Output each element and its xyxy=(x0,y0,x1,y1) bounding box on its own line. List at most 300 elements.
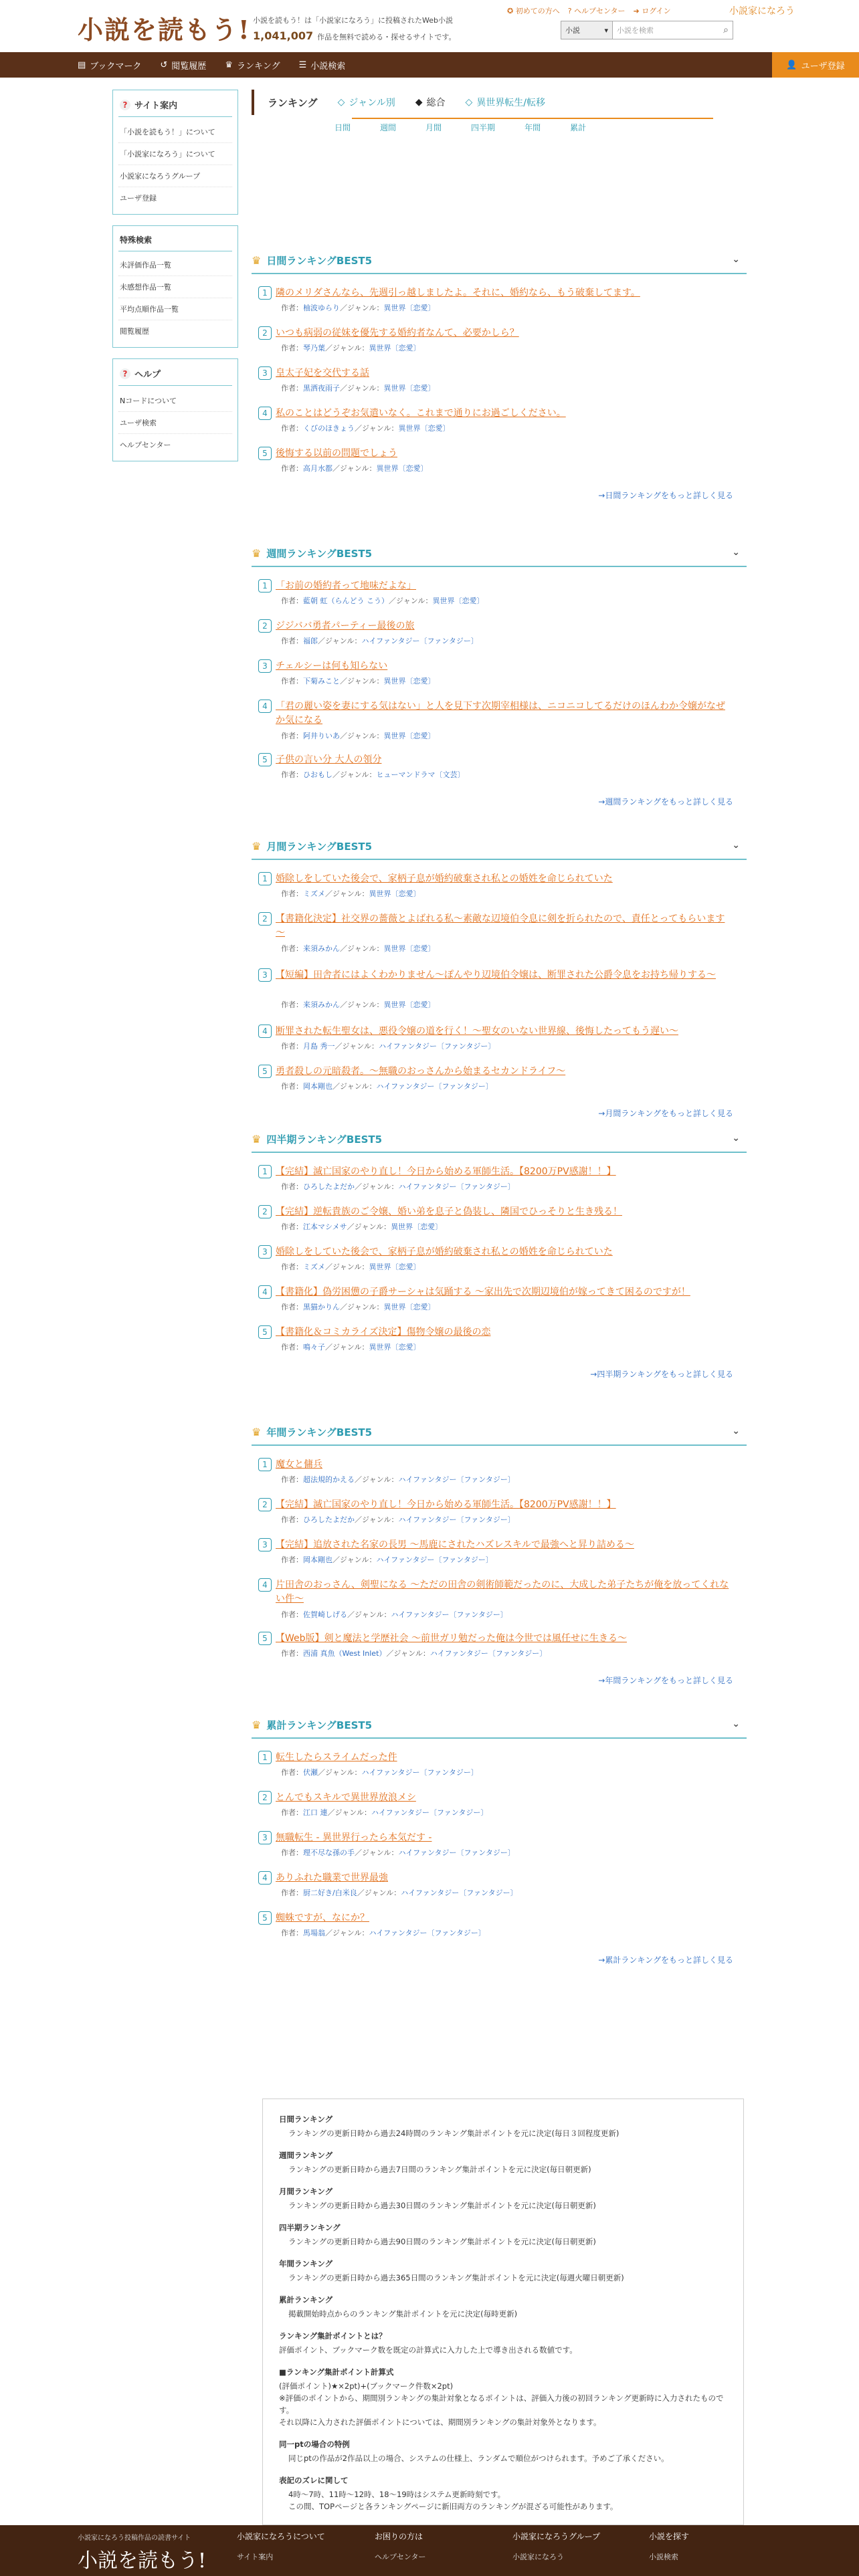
nav-search-label: 小説検索 xyxy=(310,61,346,72)
work-count: 1,041,007 xyxy=(253,29,314,42)
author-link[interactable]: 佐賀崎しげる xyxy=(303,1610,347,1619)
crown-icon: ♛ xyxy=(252,839,262,853)
author-label: 作者： xyxy=(281,1343,303,1352)
genre-link[interactable]: ハイファンタジー〔ファンタジー〕 xyxy=(398,1848,515,1857)
genre-label: ／ジャンル： xyxy=(340,944,384,953)
footer-logo[interactable]: 小説を読もう! xyxy=(78,2549,207,2573)
author-label: 作者： xyxy=(281,1042,303,1051)
tab-overall[interactable] xyxy=(415,96,446,109)
note-body: ランキングの更新日時から過去365日間のランキング集計ポイントを元に決定(毎週火曜日朝更新) xyxy=(288,2273,624,2282)
author-link[interactable]: 江口 連 xyxy=(303,1808,328,1817)
genre-label: ／ジャンル： xyxy=(340,304,384,312)
genre-link[interactable]: ハイファンタジー〔ファンタジー〕 xyxy=(430,1649,547,1658)
note-body: ランキングの更新日時から過去30日間のランキング集計ポイントを元に決定(毎日朝更新) xyxy=(288,2201,596,2210)
author-link[interactable]: 馬場翁 xyxy=(303,1929,325,1937)
genre-link[interactable]: ハイファンタジー〔ファンタジー〕 xyxy=(376,1082,493,1091)
work-title-link[interactable]: 【完結】追放された名家の長男 ～馬鹿にされたハズレスキルで最強へと昇り詰める～ xyxy=(276,1539,634,1550)
author-link[interactable]: ひろしたよだか xyxy=(303,1182,355,1191)
genre-link[interactable]: ハイファンタジー〔ファンタジー〕 xyxy=(371,1808,488,1817)
login-icon: ➜ xyxy=(633,7,640,15)
section-title: 週間ランキングBEST5 xyxy=(266,547,373,560)
author-link[interactable]: 厨二好き/白米良 xyxy=(303,1889,357,1897)
author-label: 作者： xyxy=(281,1768,303,1777)
genre-link[interactable]: 異世界〔恋愛〕 xyxy=(369,344,421,352)
more-ranking-link[interactable]: →週間ランキングをもっと詳しく見る xyxy=(598,797,733,807)
ranking-section xyxy=(252,1712,747,1965)
work-meta xyxy=(281,769,465,780)
rank-number: 4 xyxy=(258,1871,272,1885)
more-ranking-link[interactable]: →月間ランキングをもっと詳しく見る xyxy=(598,1109,733,1118)
author-link[interactable]: 福郎 xyxy=(303,637,318,645)
genre-link[interactable]: 異世界〔恋愛〕 xyxy=(432,597,484,605)
genre-label: ／ジャンル： xyxy=(355,1182,399,1191)
chevron-down-icon[interactable]: ⌄ xyxy=(732,1426,740,1436)
work-meta xyxy=(281,1301,436,1312)
nav-search[interactable] xyxy=(299,59,346,72)
genre-link[interactable]: ハイファンタジー〔ファンタジー〕 xyxy=(398,1515,515,1524)
rank-number: 4 xyxy=(258,700,272,713)
chevron-down-icon[interactable]: ⌄ xyxy=(732,840,740,851)
author-link[interactable]: 岡本剛也 xyxy=(303,1082,332,1091)
work-count-suffix: 作品を無料で読める・探せるサイトです。 xyxy=(317,33,456,41)
rank-number: 3 xyxy=(258,1538,272,1551)
notes-list xyxy=(279,2114,727,2320)
note-gap-line2: この間、TOPページと各ランキングページに新旧両方のランキングが混ざる可能性があります。 xyxy=(288,2502,618,2511)
rank-number: 4 xyxy=(258,1285,272,1299)
ranking-section xyxy=(252,540,747,807)
chevron-down-icon: ▾ xyxy=(604,25,608,35)
list-icon: ☰ xyxy=(298,60,307,70)
author-link[interactable]: 来須みかん xyxy=(303,944,340,953)
footer-link-guide[interactable]: サイト案内 xyxy=(237,2553,274,2561)
sidebar-item-noreview[interactable]: 未感想作品一覧 xyxy=(118,276,232,298)
author-link[interactable]: ミズメ xyxy=(303,1263,325,1271)
note-formula-line2: ※評価のポイントから、期間別ランキングの集計対象となるポイントは、評価入力後の初回ランキング更新時に入力されたものです。 xyxy=(279,2393,724,2415)
work-meta xyxy=(281,675,436,686)
genre-link[interactable]: ハイファンタジー〔ファンタジー〕 xyxy=(369,1929,486,1937)
login-label: ログイン xyxy=(642,7,671,15)
top-links xyxy=(507,5,671,16)
nav-bookmark-label: ブックマーク xyxy=(90,61,142,72)
diamond-icon: ◆ xyxy=(415,97,423,108)
rank-number: 3 xyxy=(258,1831,272,1844)
author-link[interactable]: 黒洒夜雨子 xyxy=(303,384,340,393)
genre-link[interactable]: 異世界〔恋愛〕 xyxy=(376,464,428,473)
section-header[interactable] xyxy=(252,833,747,860)
author-link[interactable]: ひおもし xyxy=(303,770,332,779)
work-meta xyxy=(281,730,436,741)
tab-isekai[interactable] xyxy=(466,96,546,109)
genre-link[interactable]: 異世界〔恋愛〕 xyxy=(383,732,436,740)
work-meta xyxy=(281,463,428,473)
author-label: 作者： xyxy=(281,1848,303,1857)
footer-col-group-head: 小説家になろうグループ xyxy=(512,2532,601,2541)
genre-link[interactable]: ハイファンタジー〔ファンタジー〕 xyxy=(398,1182,515,1191)
section-title: 日間ランキングBEST5 xyxy=(266,254,373,267)
login-link[interactable] xyxy=(634,5,671,16)
author-label: 作者： xyxy=(281,304,303,312)
genre-link[interactable]: 異世界〔恋愛〕 xyxy=(383,304,436,312)
footer-link-help[interactable]: ヘルプセンター xyxy=(375,2553,426,2561)
sidebar-item-help-center[interactable]: ヘルプセンター xyxy=(120,441,171,449)
genre-label: ／ジャンル： xyxy=(332,464,377,473)
site-guide-title: サイト案内 xyxy=(134,101,178,111)
genre-label: ／ジャンル： xyxy=(325,1263,369,1271)
author-link[interactable]: 西浦 真魚（West Inlet） xyxy=(303,1649,387,1658)
work-title-link[interactable]: 【書籍化決定】社交界の薔薇とよばれる私～素敵な辺境伯令息に剣を折られたので、責任とってもらいます～ xyxy=(276,914,725,938)
work-meta xyxy=(281,999,436,1010)
work-meta xyxy=(281,423,450,433)
sidebar-item-user-search[interactable]: ユーザ検索 xyxy=(118,412,232,434)
author-label: 作者： xyxy=(281,1889,303,1897)
work-meta xyxy=(281,943,436,954)
genre-label: ／ジャンル： xyxy=(355,424,399,433)
genre-link[interactable]: ハイファンタジー〔ファンタジー〕 xyxy=(376,1555,493,1564)
work-title-link[interactable]: ジジババ勇者パーティー最後の旅 xyxy=(276,621,415,631)
genre-link[interactable]: 異世界〔恋愛〕 xyxy=(369,1263,421,1271)
footer-col-about xyxy=(237,2531,325,2562)
section-header[interactable] xyxy=(252,247,747,274)
author-label: 作者： xyxy=(281,770,303,779)
genre-link[interactable]: ハイファンタジー〔ファンタジー〕 xyxy=(391,1610,508,1619)
chevron-down-icon[interactable]: ⌄ xyxy=(732,1133,740,1144)
author-label: 作者： xyxy=(281,1222,303,1231)
work-title-link[interactable]: 【完結】逆転貴族のご令嬢、婚い弟を息子と偽装し、隣国でひっそりと生き残る！ xyxy=(276,1206,622,1217)
genre-label: ／ジャンル： xyxy=(335,1042,379,1051)
author-link[interactable]: 月島 秀一 xyxy=(303,1042,335,1051)
help-box xyxy=(112,358,238,461)
chevron-down-icon[interactable]: ⌄ xyxy=(732,1719,740,1729)
rank-number: 5 xyxy=(258,753,272,766)
author-link[interactable]: 来須みかん xyxy=(303,1000,340,1009)
chevron-down-icon[interactable]: ⌄ xyxy=(732,547,740,558)
work-meta xyxy=(281,635,478,646)
work-title-link[interactable]: 隣のメリダさんなら、先週引っ越しましたよ。それに、婚約なら、もう破棄してます。 xyxy=(276,288,640,298)
genre-link[interactable]: ハイファンタジー〔ファンタジー〕 xyxy=(361,1768,478,1777)
sidebar-item-unrated[interactable]: 未評価作品一覧 xyxy=(118,254,232,276)
footer-link-narou[interactable]: 小説家になろう xyxy=(512,2553,564,2561)
genre-link[interactable]: 異世界〔恋愛〕 xyxy=(383,677,436,685)
sidebar-item-about-yomou[interactable]: 「小説を読もう！」について xyxy=(118,121,232,143)
work-title-link[interactable]: いつも病弱の従妹を優先する婚約者なんて、必要かしら？ xyxy=(276,328,519,338)
author-label: 作者： xyxy=(281,944,303,953)
crown-icon: ♛ xyxy=(252,1132,262,1146)
help-icon: ? xyxy=(567,7,572,15)
more-ranking-link[interactable]: →日間ランキングをもっと詳しく見る xyxy=(598,491,733,500)
work-title-link[interactable]: 勇者殺しの元暗殺者。～無職のおっさんから始まるセカンドライフ～ xyxy=(276,1066,566,1077)
work-title-link[interactable]: 【短編】田舎者にはよくわかりません～ぽんやり辺境伯令嬢は、断罪された公爵令息をお持ち帰りする～ xyxy=(276,970,716,980)
nav-bookmark[interactable] xyxy=(78,59,141,72)
genre-link[interactable]: 異世界〔恋愛〕 xyxy=(383,1000,436,1009)
footer-col-help xyxy=(375,2531,425,2562)
genre-link[interactable]: 異世界〔恋愛〕 xyxy=(391,1222,443,1231)
rank-number: 2 xyxy=(258,912,272,926)
sidebar-item-average[interactable]: 平均点順作品一覧 xyxy=(118,298,232,320)
author-link[interactable]: 柚波ゆらり xyxy=(303,304,340,312)
author-label: 作者： xyxy=(281,1555,303,1564)
footer-col-about-head: 小説家になろうについて xyxy=(237,2532,325,2541)
work-title-link[interactable]: 【書籍化】偽労困憊の子爵サーシャは気踊する ～家出先で次期辺境伯が嫁ってきて困るのですが！ xyxy=(276,1287,690,1297)
work-meta xyxy=(281,1341,421,1352)
work-title-link[interactable]: 蜘蛛ですが、なにか？ xyxy=(276,1913,369,1923)
crown-icon: ♛ xyxy=(252,253,262,267)
help-center-link[interactable] xyxy=(568,5,626,16)
rank-number: 5 xyxy=(258,1325,272,1339)
genre-link[interactable]: ハイファンタジー〔ファンタジー〕 xyxy=(379,1042,496,1051)
genre-label: ／ジャンル： xyxy=(332,1082,377,1091)
author-link[interactable]: 江本マシメサ xyxy=(303,1222,347,1231)
note-gap-head: 表記のズレに関して xyxy=(279,2476,349,2485)
note-tie-body: 同じptの作品が2作品以上の場合、システムの仕様上、ランダムで順位がつけられます。予めご了承ください。 xyxy=(288,2454,669,2463)
work-title-link[interactable]: チェルシーは何も知らない xyxy=(276,661,388,671)
search-type-select[interactable] xyxy=(561,21,613,39)
sidebar-item-history[interactable]: 閲覧履歴 xyxy=(120,327,149,336)
more-ranking-link[interactable]: →年間ランキングをもっと詳しく見る xyxy=(598,1676,733,1685)
author-link[interactable]: くびのほきょう xyxy=(303,424,355,433)
work-title-link[interactable]: 魔女と傭兵 xyxy=(276,1459,322,1470)
author-link[interactable]: 伏瀬 xyxy=(303,1768,318,1777)
rank-number: 2 xyxy=(258,1205,272,1218)
special-search-box xyxy=(112,225,238,348)
nav-history[interactable] xyxy=(160,59,206,72)
rank-number: 4 xyxy=(258,1025,272,1038)
tab-weekly[interactable]: 週間 xyxy=(380,123,397,132)
more-ranking-link[interactable]: →四半期ランキングをもっと詳しく見る xyxy=(590,1370,733,1379)
author-label: 作者： xyxy=(281,1182,303,1191)
genre-label: ／ジャンル： xyxy=(340,384,384,393)
author-label: 作者： xyxy=(281,732,303,740)
tab-underline xyxy=(352,118,713,119)
tab-daily[interactable]: 日間 xyxy=(335,123,351,132)
site-logo[interactable]: 小説を読もう! xyxy=(78,15,251,45)
sidebar-item-register[interactable]: ユーザ登録 xyxy=(120,194,157,203)
more-ranking-link[interactable]: →累計ランキングをもっと詳しく見る xyxy=(598,1955,733,1965)
work-title-link[interactable]: 【完結】滅亡国家のやり直し！今日から始める軍師生活。【8200万PV感謝！！】 xyxy=(276,1166,616,1177)
note-heading: 年間ランキング xyxy=(279,2259,333,2268)
author-label: 作者： xyxy=(281,1929,303,1937)
sidebar-item-ncode[interactable]: Nコードについて xyxy=(118,390,232,412)
genre-label: ／ジャンル： xyxy=(347,1610,391,1619)
help-head xyxy=(118,364,232,386)
genre-link[interactable]: ハイファンタジー〔ファンタジー〕 xyxy=(398,1475,515,1484)
chevron-down-icon[interactable]: ⌄ xyxy=(732,254,740,265)
footer-col-search-head: 小説を探す xyxy=(649,2532,690,2541)
rank-number: 1 xyxy=(258,1458,272,1471)
rank-number: 1 xyxy=(258,579,272,593)
site-guide-box xyxy=(112,90,238,215)
work-title-link[interactable]: 皇太子妃を交代する話 xyxy=(276,368,369,379)
genre-link[interactable]: 異世界〔恋愛〕 xyxy=(369,1343,421,1352)
tab-isekai-label: 異世界転生/転移 xyxy=(476,98,545,108)
genre-label: ／ジャンル： xyxy=(389,597,433,605)
note-formula-body xyxy=(279,2380,727,2428)
tab-quarterly[interactable]: 四半期 xyxy=(471,123,496,132)
genre-label: ／ジャンル： xyxy=(355,1848,399,1857)
author-link[interactable]: 黒猫かりん xyxy=(303,1303,340,1311)
crown-icon: ♛ xyxy=(225,60,233,70)
work-title-link[interactable]: 片田舎のおっさん、剣聖になる ～ただの田舎の剣術師範だったのに、大成した弟子たちが俺を放ってくれない件～ xyxy=(276,1580,729,1604)
work-meta xyxy=(281,1181,515,1192)
user-register-button[interactable] xyxy=(772,52,859,78)
rank-number: 2 xyxy=(258,1498,272,1511)
tab-overall-label: 総合 xyxy=(426,98,446,108)
genre-label: ／ジャンル： xyxy=(386,1649,430,1658)
work-meta xyxy=(281,302,436,313)
work-meta xyxy=(281,1847,515,1858)
work-meta xyxy=(281,1261,421,1272)
user-icon: 👤 xyxy=(786,60,797,70)
site-guide-head xyxy=(118,96,232,117)
note-point-body: 評価ポイント、ブックマーク数を既定の計算式に入力した上で導き出される数値です。 xyxy=(279,2345,577,2355)
ranking-section xyxy=(252,1419,747,1685)
author-link[interactable]: 鳴々子 xyxy=(303,1343,325,1352)
note-heading: 月間ランキング xyxy=(279,2187,333,2196)
nav-ranking[interactable] xyxy=(225,59,280,72)
genre-label: ／ジャンル： xyxy=(340,732,384,740)
rank-number: 5 xyxy=(258,447,272,460)
author-label: 作者： xyxy=(281,677,303,685)
author-link[interactable]: 岡本剛也 xyxy=(303,1555,332,1564)
author-link[interactable]: 下菊みこと xyxy=(303,677,340,685)
work-count-line xyxy=(253,29,456,42)
genre-label: ／ジャンル： xyxy=(325,344,369,352)
work-title-link[interactable]: とんでもスキルで異世界放浪メシ xyxy=(276,1792,416,1803)
period-tabs xyxy=(252,122,747,133)
author-label: 作者： xyxy=(281,1082,303,1091)
work-title-link[interactable]: 断罪された転生聖女は、悪役令嬢の道を行く！～聖女のいない世界線、後悔したってもう遅い～ xyxy=(276,1026,678,1037)
footer-col-help-head: お困りの方は xyxy=(375,2532,423,2541)
genre-label: ／ジャンル： xyxy=(325,1343,369,1352)
work-meta xyxy=(281,1514,515,1525)
rank-number: 4 xyxy=(258,407,272,420)
note-body: 掲載開始時点からのランキング集計ポイントを元に決定(毎時更新) xyxy=(288,2309,518,2319)
author-label: 作者： xyxy=(281,637,303,645)
genre-label: ／ジャンル： xyxy=(347,1222,391,1231)
work-title-link[interactable]: 婚除しをしていた後会で、家柄子息が婚約破棄され私との婚姓を命じられていた xyxy=(276,873,613,884)
work-title-link[interactable]: 【書籍化＆コミカライズ決定】傷物令嬢の最後の恋 xyxy=(276,1327,491,1337)
author-link[interactable]: ひろしたよだか xyxy=(303,1515,355,1524)
rank-number: 1 xyxy=(258,1751,272,1764)
note-heading: 累計ランキング xyxy=(279,2295,333,2304)
tab-genre[interactable] xyxy=(338,96,395,109)
rank-number: 5 xyxy=(258,1632,272,1645)
author-link[interactable]: 阿井りいあ xyxy=(303,732,340,740)
work-title-link[interactable]: 婚除しをしていた後会で、家柄子息が婚約破棄され私との婚姓を命じられていた xyxy=(276,1247,613,1257)
genre-link[interactable]: 異世界〔恋愛〕 xyxy=(383,1303,436,1311)
rank-number: 3 xyxy=(258,968,272,982)
genre-link[interactable]: ハイファンタジー〔ファンタジー〕 xyxy=(361,637,478,645)
beginner-icon: ✪ xyxy=(507,7,514,15)
sidebar-item-group[interactable]: 小説家になろうグループ xyxy=(118,165,232,187)
circle-icon: ◇ xyxy=(465,97,473,108)
note-formula-line3: それ以降に入力された評価ポイントについては、期間別ランキングの集計対象外となります。 xyxy=(279,2418,601,2427)
author-link[interactable]: ミズメ xyxy=(303,889,325,898)
genre-link[interactable]: 異世界〔恋愛〕 xyxy=(398,424,450,433)
note-body: ランキングの更新日時から過去90日間のランキング集計ポイントを元に決定(毎日朝更新) xyxy=(288,2237,596,2246)
genre-link[interactable]: 異世界〔恋愛〕 xyxy=(383,384,436,393)
work-meta xyxy=(281,1609,508,1620)
genre-label: ／ジャンル： xyxy=(325,1929,369,1937)
work-title-link[interactable]: ありふれた職業で世界最強 xyxy=(276,1872,388,1883)
author-link[interactable]: 琴乃葉 xyxy=(303,344,325,352)
genre-link[interactable]: ハイファンタジー〔ファンタジー〕 xyxy=(401,1889,518,1897)
work-title-link[interactable]: 後悔する以前の問題でしょう xyxy=(276,448,397,459)
footer-col-group xyxy=(512,2531,600,2562)
section-header[interactable] xyxy=(252,1126,747,1153)
section-title: 月間ランキングBEST5 xyxy=(266,840,373,853)
narou-logo[interactable]: 小説家になろう xyxy=(729,6,795,17)
genre-label: ／ジャンル： xyxy=(318,637,362,645)
crown-icon: ♛ xyxy=(252,1718,262,1731)
search-input[interactable] xyxy=(613,21,733,39)
author-label: 作者： xyxy=(281,464,303,473)
work-title-link[interactable]: 「君の麗い姿を妻にする気はない」と人を見下す次期宰相様は、ニコニコしてるだけのほんわか令嬢がなぜか気になる xyxy=(276,701,725,726)
page-title: ランキング xyxy=(268,96,318,109)
section-header[interactable] xyxy=(252,540,747,567)
work-title-link[interactable]: 子供の言い分 大人の領分 xyxy=(276,754,382,765)
section-header[interactable] xyxy=(252,1419,747,1446)
question-icon: ? xyxy=(120,100,130,110)
author-link[interactable]: 超法規的かえる xyxy=(303,1475,355,1484)
history-icon: ↺ xyxy=(160,60,168,70)
rank-number: 5 xyxy=(258,1911,272,1925)
beginner-link[interactable] xyxy=(507,5,560,16)
tab-monthly[interactable]: 月間 xyxy=(425,123,442,132)
author-link[interactable]: 理不尽な孫の手 xyxy=(303,1848,355,1857)
genre-link[interactable]: 異世界〔恋愛〕 xyxy=(369,889,421,898)
rank-number: 4 xyxy=(258,1578,272,1592)
work-meta xyxy=(281,1081,493,1091)
help-center-label: ヘルプセンター xyxy=(574,7,626,15)
tab-yearly[interactable]: 年間 xyxy=(524,123,541,132)
help-title: ヘルプ xyxy=(134,370,161,380)
author-label: 作者： xyxy=(281,1000,303,1009)
work-title-link[interactable]: 【Web版】剣と魔法と学歴社会 ～前世ガリ勉だった俺は今世では風任せに生きる～ xyxy=(276,1633,627,1644)
note-body: ランキングの更新日時から過去7日間のランキング集計ポイントを元に決定(毎日朝更新) xyxy=(288,2165,591,2174)
section-header[interactable] xyxy=(252,1712,747,1739)
work-meta xyxy=(281,1474,515,1485)
note-gap-line1: 4時〜7時、11時〜12時、18〜19時はシステム更新時刻です。 xyxy=(288,2490,506,2499)
footer-link-search[interactable]: 小説検索 xyxy=(649,2553,678,2561)
ranking-notes xyxy=(262,2099,744,2525)
bookmark-icon: ▤ xyxy=(78,60,86,70)
sidebar xyxy=(112,90,238,472)
genre-label: ／ジャンル： xyxy=(327,1808,372,1817)
note-heading: 日間ランキング xyxy=(279,2115,333,2124)
work-title-link[interactable]: 【完結】滅亡国家のやり直し！今日から始める軍師生活。【8200万PV感謝！！】 xyxy=(276,1499,616,1510)
genre-link[interactable]: 異世界〔恋愛〕 xyxy=(383,944,436,953)
ranking-tabs xyxy=(252,90,747,115)
work-title-link[interactable]: 私のことはどうぞお気遣いなく。これまで通りにお過ごしください。 xyxy=(276,408,566,419)
work-meta xyxy=(281,1927,486,1938)
genre-link[interactable]: ヒューマンドラマ〔文芸〕 xyxy=(376,770,465,779)
work-meta xyxy=(281,342,421,353)
tagline: 小説を読もう！は「小説家になろう」に投稿されたWeb小説 xyxy=(253,16,453,25)
note-tie-head: 同一ptの場合の特例 xyxy=(279,2440,350,2449)
author-link[interactable]: 藍朝 虹（らんどう こう） xyxy=(303,597,389,605)
work-title-link[interactable]: 転生したらスライムだった件 xyxy=(276,1752,397,1763)
site-header xyxy=(0,0,859,52)
work-title-link[interactable]: 無職転生 - 異世界行ったら本気だす - xyxy=(276,1832,432,1843)
note-point-head: ランキング集計ポイントとは？ xyxy=(279,2331,387,2341)
genre-label: ／ジャンル： xyxy=(318,1768,362,1777)
author-label: 作者： xyxy=(281,889,303,898)
work-title-link[interactable]: 「お前の婚約者って地味だよな」 xyxy=(276,580,416,591)
sidebar-item-about-narou[interactable]: 「小説家になろう」について xyxy=(118,143,232,165)
search-icon[interactable]: ⌕ xyxy=(723,25,729,35)
tab-total[interactable]: 累計 xyxy=(570,123,587,132)
author-link[interactable]: 高月水都 xyxy=(303,464,332,473)
